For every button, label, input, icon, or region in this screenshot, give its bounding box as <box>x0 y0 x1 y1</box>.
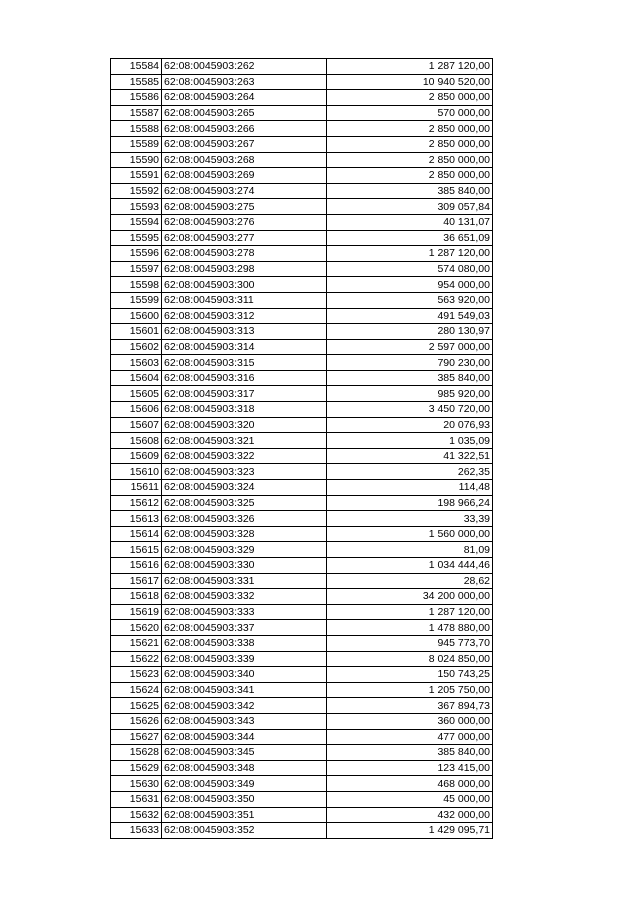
value-cell: 262,35 <box>327 464 493 480</box>
value-cell: 385 840,00 <box>327 745 493 761</box>
cadastral-number-cell: 62:08:0045903:351 <box>162 807 327 823</box>
table-row <box>111 308 493 324</box>
cadastral-number-cell: 62:08:0045903:313 <box>162 324 327 340</box>
cadastral-number-cell: 62:08:0045903:263 <box>162 74 327 90</box>
table-row <box>111 417 493 433</box>
row-number-cell: 15611 <box>111 480 162 496</box>
value-cell: 2 850 000,00 <box>327 121 493 137</box>
cadastral-number-cell: 62:08:0045903:323 <box>162 464 327 480</box>
row-number-cell: 15624 <box>111 682 162 698</box>
cadastral-number-cell: 62:08:0045903:315 <box>162 355 327 371</box>
cadastral-number-cell: 62:08:0045903:300 <box>162 277 327 293</box>
row-number-cell: 15597 <box>111 261 162 277</box>
row-number-cell: 15589 <box>111 136 162 152</box>
cadastral-number-cell: 62:08:0045903:314 <box>162 339 327 355</box>
value-cell: 2 850 000,00 <box>327 152 493 168</box>
table-row <box>111 776 493 792</box>
cadastral-number-cell: 62:08:0045903:343 <box>162 713 327 729</box>
row-number-cell: 15620 <box>111 620 162 636</box>
row-number-cell: 15631 <box>111 791 162 807</box>
value-cell: 491 549,03 <box>327 308 493 324</box>
cadastral-number-cell: 62:08:0045903:344 <box>162 729 327 745</box>
row-number-cell: 15623 <box>111 667 162 683</box>
row-number-cell: 15616 <box>111 558 162 574</box>
value-cell: 1 287 120,00 <box>327 604 493 620</box>
row-number-cell: 15632 <box>111 807 162 823</box>
value-cell: 40 131,07 <box>327 214 493 230</box>
value-cell: 81,09 <box>327 542 493 558</box>
table-row <box>111 386 493 402</box>
table-row <box>111 324 493 340</box>
cadastral-number-cell: 62:08:0045903:265 <box>162 105 327 121</box>
table-row <box>111 355 493 371</box>
cadastral-number-cell: 62:08:0045903:330 <box>162 558 327 574</box>
value-cell: 1 560 000,00 <box>327 526 493 542</box>
cadastral-number-cell: 62:08:0045903:338 <box>162 635 327 651</box>
table-row <box>111 59 493 75</box>
row-number-cell: 15590 <box>111 152 162 168</box>
table-row <box>111 339 493 355</box>
value-cell: 367 894,73 <box>327 698 493 714</box>
cadastral-number-cell: 62:08:0045903:342 <box>162 698 327 714</box>
value-cell: 563 920,00 <box>327 292 493 308</box>
table-row <box>111 729 493 745</box>
value-cell: 20 076,93 <box>327 417 493 433</box>
value-cell: 1 034 444,46 <box>327 558 493 574</box>
cadastral-number-cell: 62:08:0045903:278 <box>162 246 327 262</box>
table-row <box>111 230 493 246</box>
table-row <box>111 448 493 464</box>
value-cell: 114,48 <box>327 480 493 496</box>
value-cell: 2 597 000,00 <box>327 339 493 355</box>
cadastral-number-cell: 62:08:0045903:340 <box>162 667 327 683</box>
cadastral-number-cell: 62:08:0045903:264 <box>162 90 327 106</box>
table-row <box>111 791 493 807</box>
row-number-cell: 15603 <box>111 355 162 371</box>
cadastral-number-cell: 62:08:0045903:333 <box>162 604 327 620</box>
cadastral-number-cell: 62:08:0045903:331 <box>162 573 327 589</box>
value-cell: 33,39 <box>327 511 493 527</box>
value-cell: 41 322,51 <box>327 448 493 464</box>
value-cell: 468 000,00 <box>327 776 493 792</box>
table-row <box>111 589 493 605</box>
table-row <box>111 433 493 449</box>
row-number-cell: 15593 <box>111 199 162 215</box>
table-row <box>111 214 493 230</box>
cadastral-number-cell: 62:08:0045903:320 <box>162 417 327 433</box>
table-row <box>111 823 493 839</box>
table-row <box>111 261 493 277</box>
cadastral-number-cell: 62:08:0045903:341 <box>162 682 327 698</box>
row-number-cell: 15628 <box>111 745 162 761</box>
row-number-cell: 15622 <box>111 651 162 667</box>
table-row <box>111 682 493 698</box>
row-number-cell: 15607 <box>111 417 162 433</box>
cadastral-number-cell: 62:08:0045903:267 <box>162 136 327 152</box>
row-number-cell: 15588 <box>111 121 162 137</box>
row-number-cell: 15626 <box>111 713 162 729</box>
cadastral-number-cell: 62:08:0045903:324 <box>162 480 327 496</box>
table-row <box>111 402 493 418</box>
cadastral-number-cell: 62:08:0045903:316 <box>162 370 327 386</box>
row-number-cell: 15609 <box>111 448 162 464</box>
row-number-cell: 15630 <box>111 776 162 792</box>
row-number-cell: 15594 <box>111 214 162 230</box>
table-row <box>111 667 493 683</box>
table-row <box>111 464 493 480</box>
table-row <box>111 698 493 714</box>
cadastral-number-cell: 62:08:0045903:350 <box>162 791 327 807</box>
cadastral-number-cell: 62:08:0045903:325 <box>162 495 327 511</box>
table-row <box>111 90 493 106</box>
value-cell: 3 450 720,00 <box>327 402 493 418</box>
table-row <box>111 246 493 262</box>
table-row <box>111 620 493 636</box>
value-cell: 10 940 520,00 <box>327 74 493 90</box>
cadastral-number-cell: 62:08:0045903:277 <box>162 230 327 246</box>
cadastral-number-cell: 62:08:0045903:345 <box>162 745 327 761</box>
cadastral-number-cell: 62:08:0045903:329 <box>162 542 327 558</box>
row-number-cell: 15587 <box>111 105 162 121</box>
table-row <box>111 495 493 511</box>
row-number-cell: 15625 <box>111 698 162 714</box>
value-cell: 28,62 <box>327 573 493 589</box>
cadastral-number-cell: 62:08:0045903:318 <box>162 402 327 418</box>
table-row <box>111 745 493 761</box>
value-cell: 150 743,25 <box>327 667 493 683</box>
value-cell: 1 205 750,00 <box>327 682 493 698</box>
value-cell: 477 000,00 <box>327 729 493 745</box>
row-number-cell: 15608 <box>111 433 162 449</box>
table-row <box>111 152 493 168</box>
table-row <box>111 511 493 527</box>
cadastral-number-cell: 62:08:0045903:275 <box>162 199 327 215</box>
row-number-cell: 15615 <box>111 542 162 558</box>
cadastral-number-cell: 62:08:0045903:326 <box>162 511 327 527</box>
cadastral-number-cell: 62:08:0045903:268 <box>162 152 327 168</box>
cadastral-number-cell: 62:08:0045903:322 <box>162 448 327 464</box>
row-number-cell: 15601 <box>111 324 162 340</box>
cadastral-number-cell: 62:08:0045903:339 <box>162 651 327 667</box>
value-cell: 1 035,09 <box>327 433 493 449</box>
value-cell: 790 230,00 <box>327 355 493 371</box>
value-cell: 280 130,97 <box>327 324 493 340</box>
table-row <box>111 74 493 90</box>
table-row <box>111 199 493 215</box>
cadastral-number-cell: 62:08:0045903:262 <box>162 59 327 75</box>
table-row <box>111 480 493 496</box>
value-cell: 8 024 850,00 <box>327 651 493 667</box>
row-number-cell: 15614 <box>111 526 162 542</box>
cadastral-number-cell: 62:08:0045903:276 <box>162 214 327 230</box>
table-row <box>111 105 493 121</box>
value-cell: 945 773,70 <box>327 635 493 651</box>
table-row <box>111 277 493 293</box>
table-row <box>111 183 493 199</box>
cadastral-number-cell: 62:08:0045903:312 <box>162 308 327 324</box>
value-cell: 45 000,00 <box>327 791 493 807</box>
table-row <box>111 542 493 558</box>
cadastral-number-cell: 62:08:0045903:332 <box>162 589 327 605</box>
table-row <box>111 526 493 542</box>
cadastral-number-cell: 62:08:0045903:317 <box>162 386 327 402</box>
cadastral-number-cell: 62:08:0045903:298 <box>162 261 327 277</box>
row-number-cell: 15592 <box>111 183 162 199</box>
row-number-cell: 15602 <box>111 339 162 355</box>
table-row <box>111 558 493 574</box>
row-number-cell: 15604 <box>111 370 162 386</box>
table-row <box>111 604 493 620</box>
table-row <box>111 370 493 386</box>
row-number-cell: 15619 <box>111 604 162 620</box>
value-cell: 1 287 120,00 <box>327 246 493 262</box>
data-table <box>110 58 493 839</box>
row-number-cell: 15596 <box>111 246 162 262</box>
row-number-cell: 15599 <box>111 292 162 308</box>
value-cell: 1 478 880,00 <box>327 620 493 636</box>
value-cell: 385 840,00 <box>327 183 493 199</box>
row-number-cell: 15621 <box>111 635 162 651</box>
table-row <box>111 807 493 823</box>
row-number-cell: 15586 <box>111 90 162 106</box>
table-row <box>111 651 493 667</box>
value-cell: 432 000,00 <box>327 807 493 823</box>
value-cell: 2 850 000,00 <box>327 90 493 106</box>
row-number-cell: 15629 <box>111 760 162 776</box>
value-cell: 954 000,00 <box>327 277 493 293</box>
value-cell: 123 415,00 <box>327 760 493 776</box>
table-row <box>111 635 493 651</box>
row-number-cell: 15610 <box>111 464 162 480</box>
row-number-cell: 15591 <box>111 168 162 184</box>
cadastral-number-cell: 62:08:0045903:352 <box>162 823 327 839</box>
value-cell: 985 920,00 <box>327 386 493 402</box>
row-number-cell: 15606 <box>111 402 162 418</box>
table-row <box>111 713 493 729</box>
value-cell: 309 057,84 <box>327 199 493 215</box>
value-cell: 574 080,00 <box>327 261 493 277</box>
cadastral-number-cell: 62:08:0045903:311 <box>162 292 327 308</box>
row-number-cell: 15584 <box>111 59 162 75</box>
row-number-cell: 15598 <box>111 277 162 293</box>
table-row <box>111 573 493 589</box>
value-cell: 1 429 095,71 <box>327 823 493 839</box>
table-row <box>111 292 493 308</box>
row-number-cell: 15595 <box>111 230 162 246</box>
table-row <box>111 760 493 776</box>
row-number-cell: 15600 <box>111 308 162 324</box>
value-cell: 36 651,09 <box>327 230 493 246</box>
value-cell: 34 200 000,00 <box>327 589 493 605</box>
row-number-cell: 15613 <box>111 511 162 527</box>
cadastral-number-cell: 62:08:0045903:349 <box>162 776 327 792</box>
row-number-cell: 15585 <box>111 74 162 90</box>
table-row <box>111 121 493 137</box>
cadastral-number-cell: 62:08:0045903:348 <box>162 760 327 776</box>
value-cell: 2 850 000,00 <box>327 168 493 184</box>
value-cell: 385 840,00 <box>327 370 493 386</box>
row-number-cell: 15605 <box>111 386 162 402</box>
cadastral-number-cell: 62:08:0045903:266 <box>162 121 327 137</box>
table-body <box>111 59 493 839</box>
cadastral-number-cell: 62:08:0045903:337 <box>162 620 327 636</box>
row-number-cell: 15633 <box>111 823 162 839</box>
cadastral-number-cell: 62:08:0045903:328 <box>162 526 327 542</box>
value-cell: 2 850 000,00 <box>327 136 493 152</box>
cadastral-number-cell: 62:08:0045903:274 <box>162 183 327 199</box>
value-cell: 360 000,00 <box>327 713 493 729</box>
table-row <box>111 168 493 184</box>
table-row <box>111 136 493 152</box>
cadastral-number-cell: 62:08:0045903:321 <box>162 433 327 449</box>
row-number-cell: 15618 <box>111 589 162 605</box>
cadastral-number-cell: 62:08:0045903:269 <box>162 168 327 184</box>
value-cell: 198 966,24 <box>327 495 493 511</box>
row-number-cell: 15612 <box>111 495 162 511</box>
row-number-cell: 15617 <box>111 573 162 589</box>
value-cell: 570 000,00 <box>327 105 493 121</box>
row-number-cell: 15627 <box>111 729 162 745</box>
value-cell: 1 287 120,00 <box>327 59 493 75</box>
